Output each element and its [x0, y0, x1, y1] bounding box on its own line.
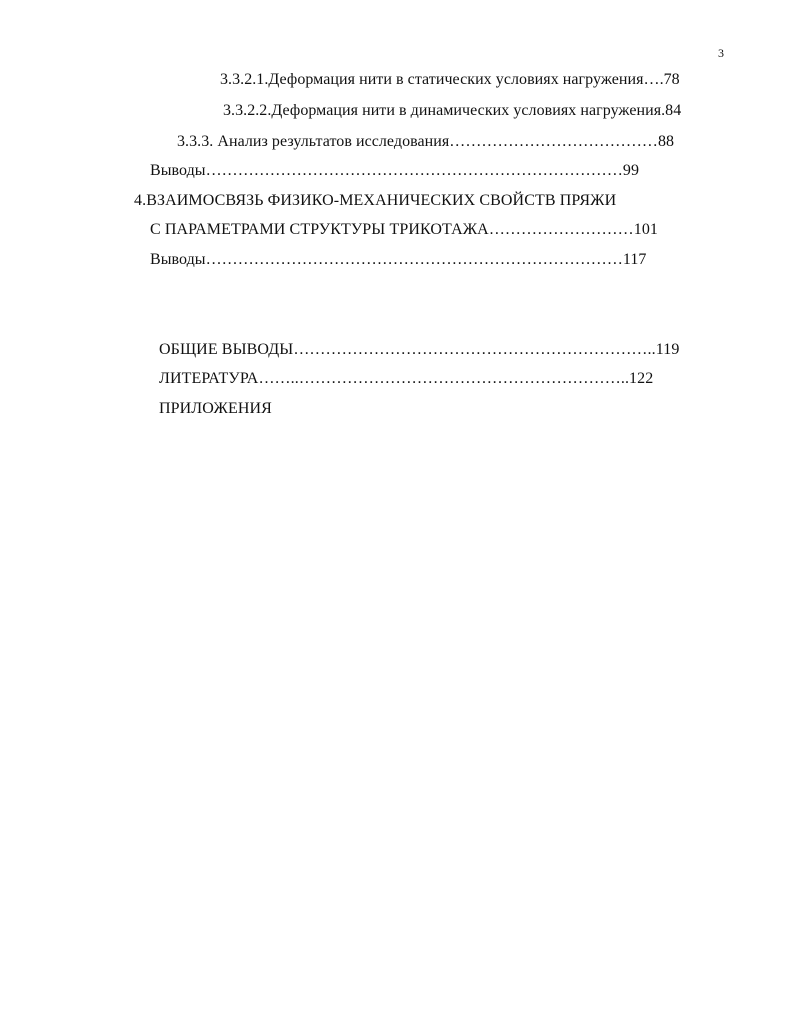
toc-entry-3-3-2-1: 3.3.2.1.Деформация нити в статических условиях нагружения….78 — [220, 71, 680, 88]
toc-entry-general-conclusions: ОБЩИЕ ВЫВОДЫ…………………………………………………………..119 — [159, 341, 680, 358]
page-number: 3 — [718, 46, 724, 60]
toc-entry-chapter-4-title-cont: С ПАРАМЕТРАМИ СТРУКТУРЫ ТРИКОТАЖА………………………101 — [150, 221, 659, 238]
toc-entry-conclusions-3: Выводы……………………………………………………………………99 — [150, 162, 639, 179]
toc-entry-chapter-4-title: 4.ВЗАИМОСВЯЗЬ ФИЗИКО-МЕХАНИЧЕСКИХ СВОЙСТВ ПРЯЖИ — [134, 192, 617, 209]
toc-entry-3-3-2-2: 3.3.2.2.Деформация нити в динамических условиях нагружения.84 — [223, 102, 682, 119]
toc-entry-conclusions-4: Выводы……………………………………………………………………117 — [150, 251, 647, 268]
toc-entry-3-3-3: 3.3.3. Анализ результатов исследования…………………………………88 — [177, 133, 675, 150]
toc-entry-literature: ЛИТЕРАТУРА……..……………………………………………………..122 — [159, 370, 654, 387]
toc-entry-appendices: ПРИЛОЖЕНИЯ — [159, 400, 272, 417]
